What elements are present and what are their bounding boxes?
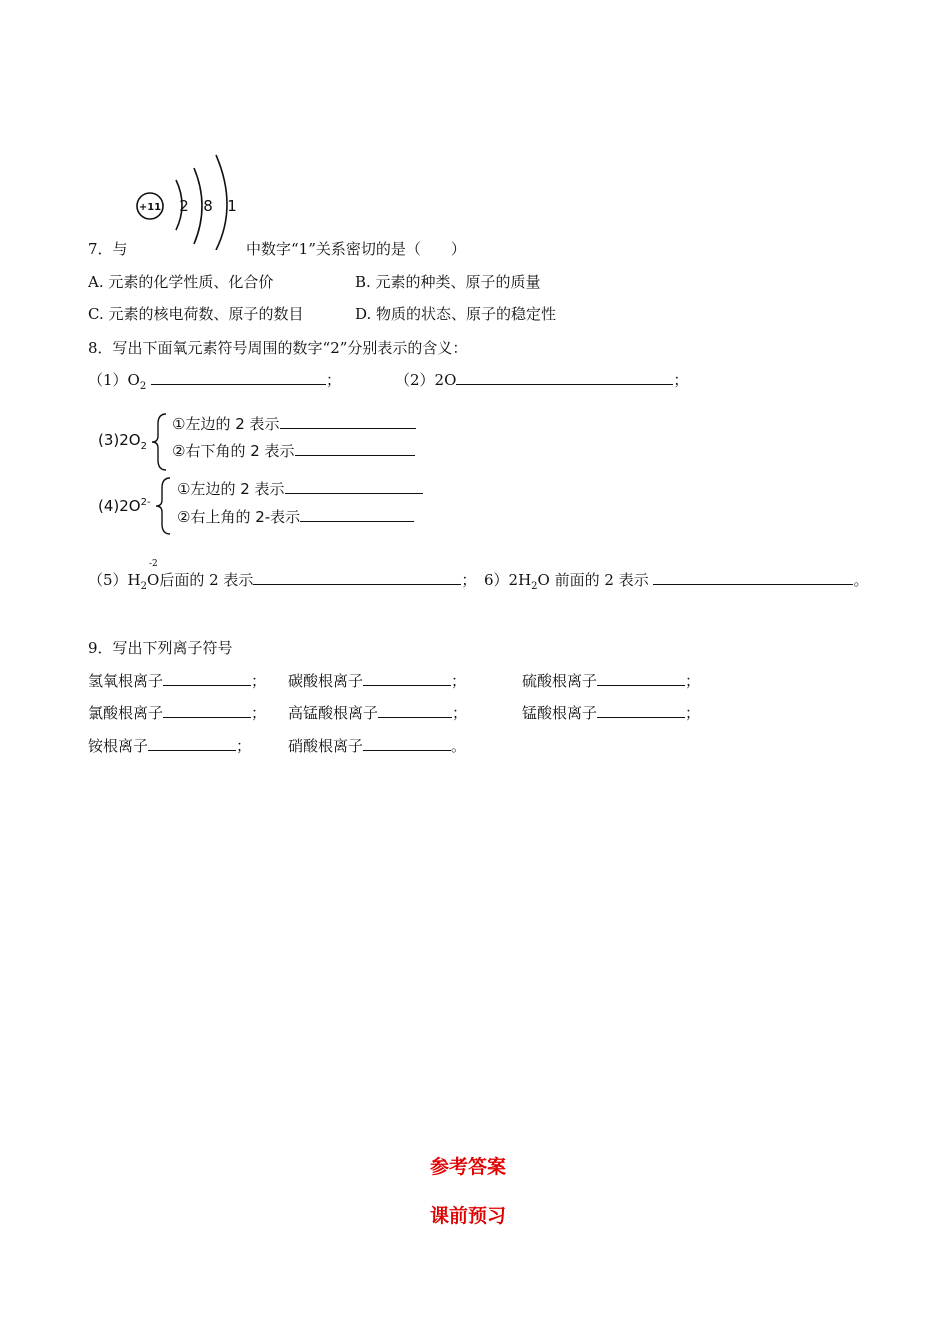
shell-arc-2 (194, 168, 202, 244)
nucleus-charge: +11 (138, 202, 162, 213)
q9-item-manganate-blank[interactable] (597, 702, 685, 718)
q9-item-permanganate (288, 702, 467, 723)
q9-item-ammonium-blank[interactable] (148, 735, 236, 751)
q9-item-sulfate-label: 硫酸根离子 (522, 672, 598, 690)
shell-electrons-3: 1 (227, 197, 237, 215)
q8-part3-label (98, 431, 147, 452)
q9-item-nitrate-label: 硝酸根离子 (288, 737, 364, 755)
q8-part4-line1 (177, 478, 423, 499)
q8-part2-label: （2）2O (395, 371, 457, 389)
q8-part3-brace (150, 412, 170, 472)
q8-part5-blank[interactable] (253, 569, 461, 585)
q9-sep: ； (251, 672, 267, 690)
q8-part1-label: （1）O (88, 371, 140, 389)
answers-title: 参考答案 (430, 1156, 507, 1178)
shell-electrons-1: 2 (179, 197, 189, 215)
q9-item-hydroxide-blank[interactable] (163, 670, 251, 686)
q9-stem: 9．写出下列离子符号 (88, 639, 233, 657)
q8-part3-line2-text: ②右下角的 2 表示 (172, 442, 295, 460)
q9-item-manganate (522, 702, 700, 723)
q8-part1-end: ； (326, 371, 342, 389)
q8-part5-charge: -2 (149, 559, 158, 569)
q9-item-manganate-label: 锰酸根离子 (522, 704, 598, 722)
q8-part6-sub: 2 (531, 581, 538, 592)
q8-part1-sub: 2 (139, 381, 147, 392)
q9-item-chlorate-label: 氯酸根离子 (88, 704, 164, 722)
q7-option-d: D. 物质的状态、原子的稳定性 (355, 305, 557, 323)
q8-part2 (395, 369, 688, 390)
q9-item-hydroxide (88, 670, 266, 691)
q8-part4-line2-text: ②右上角的 2-表示 (177, 508, 301, 526)
q9-item-nitrate (288, 735, 466, 756)
q8-part5-end: ； (461, 571, 477, 589)
q9-item-chlorate-blank[interactable] (163, 702, 251, 718)
q7-option-c: C. 元素的核电荷数、原子的数目 (88, 305, 304, 323)
q8-part5-label: （5）H (88, 571, 141, 589)
q9-item-carbonate-blank[interactable] (363, 670, 451, 686)
q8-part6-end: 。 (853, 571, 869, 589)
q8-part3-line1 (172, 413, 416, 434)
q8-part1 (88, 369, 341, 392)
q8-part3-line1-blank[interactable] (280, 413, 416, 429)
q8-stem: 8．写出下面氧元素符号周围的数字“2”分别表示的含义： (88, 339, 468, 357)
q9-item-ammonium (88, 735, 251, 756)
q8-part4-line1-text: ①左边的 2 表示 (177, 480, 285, 498)
q9-sep: ； (251, 704, 267, 722)
q8-part2-blank[interactable] (456, 369, 673, 385)
q9-sep: ； (451, 672, 467, 690)
q9-sep: ； (452, 704, 468, 722)
q8-part5-oxygen: O (147, 571, 160, 589)
q9-item-carbonate (288, 670, 466, 691)
q8-part3-line1-text: ①左边的 2 表示 (172, 415, 280, 433)
q8-part4-label (98, 497, 151, 515)
q9-item-sulfate-blank[interactable] (597, 670, 685, 686)
q8-part1-blank[interactable] (151, 369, 326, 385)
q9-end: 。 (451, 737, 467, 755)
q7-stem-prefix: 7．与 (88, 240, 128, 258)
shell-arc-3 (216, 155, 227, 250)
q8-part4-line2-blank[interactable] (300, 506, 414, 522)
q8-part6-blank[interactable] (653, 569, 853, 585)
q9-item-ammonium-label: 铵根离子 (88, 737, 149, 755)
q8-part6-label-b: O 前面的 2 表示 (537, 571, 649, 589)
q9-item-chlorate (88, 702, 266, 723)
q8-part6 (484, 569, 869, 592)
q8-part6-label: 6）2H (484, 571, 532, 589)
q8-part3-sub: 2 (140, 441, 147, 452)
q8-part3-formula: (3)2O (98, 431, 141, 449)
atom-structure-diagram (130, 150, 250, 250)
q9-sep: ； (685, 704, 701, 722)
q9-item-permanganate-blank[interactable] (378, 702, 452, 718)
q9-item-permanganate-label: 高锰酸根离子 (288, 704, 379, 722)
q8-part4-line2 (177, 506, 414, 527)
q8-part3-line2-blank[interactable] (295, 440, 415, 456)
q8-part3-line2 (172, 440, 415, 461)
q9-sep: ； (685, 672, 701, 690)
q8-part4-line1-blank[interactable] (285, 478, 423, 494)
q9-item-nitrate-blank[interactable] (363, 735, 451, 751)
q8-part5-text: 后面的 2 表示 (159, 571, 254, 589)
q8-part2-end: ； (673, 371, 689, 389)
q8-part5 (88, 559, 477, 592)
q9-item-carbonate-label: 碳酸根离子 (288, 672, 364, 690)
q7-option-a: A. 元素的化学性质、化合价 (88, 273, 274, 291)
q8-part4-sup: 2- (140, 497, 151, 508)
q9-item-sulfate (522, 670, 700, 691)
q9-item-hydroxide-label: 氢氧根离子 (88, 672, 164, 690)
answers-subtitle: 课前预习 (430, 1205, 507, 1227)
q7-stem-suffix: 中数字“1”关系密切的是（ ） (246, 240, 466, 258)
shell-electrons-2: 8 (203, 197, 213, 215)
q8-part5-sub: 2 (140, 581, 147, 592)
q7-option-b: B. 元素的种类、原子的质量 (355, 273, 541, 291)
q8-part4-brace (154, 476, 174, 536)
q9-sep: ； (236, 737, 252, 755)
q8-part4-formula: (4)2O (98, 497, 141, 515)
